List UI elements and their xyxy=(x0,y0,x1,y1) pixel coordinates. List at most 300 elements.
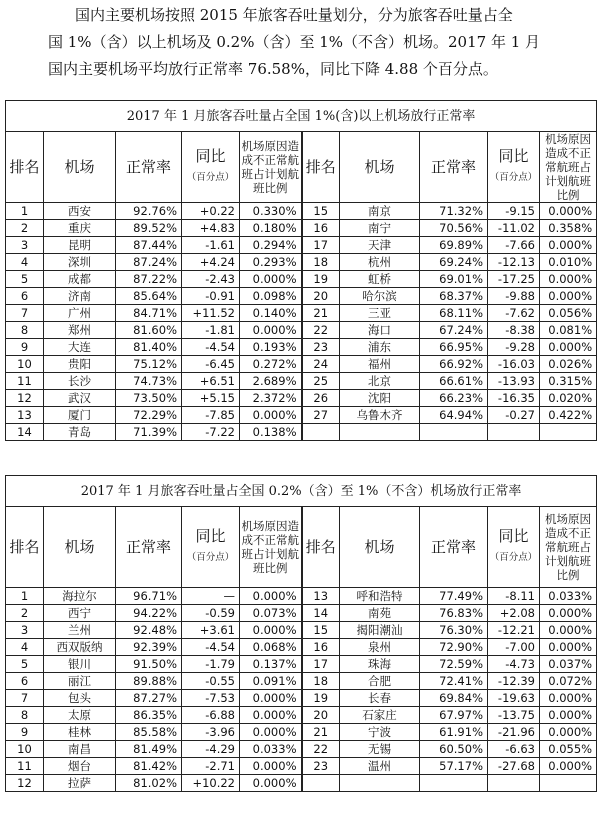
cell-reason: 0.000% xyxy=(540,707,597,724)
cell-airport: 桂林 xyxy=(44,724,116,741)
cell-yoy: -12.21 xyxy=(488,622,540,639)
header-yoy-label: 同比 xyxy=(195,147,226,165)
cell-yoy: -9.28 xyxy=(488,339,540,356)
header-rank: 排名 xyxy=(6,132,44,203)
header-rate: 正常率 xyxy=(420,132,488,203)
cell-rank: 2 xyxy=(6,220,44,237)
cell-airport: 海口 xyxy=(340,322,420,339)
cell-yoy: -13.75 xyxy=(488,707,540,724)
header-yoy-unit: （百分点） xyxy=(489,172,538,183)
cell-reason: 0.000% xyxy=(240,271,302,288)
cell-rate: 73.50% xyxy=(116,390,182,407)
cell-rank: 18 xyxy=(302,673,340,690)
cell-yoy: -4.29 xyxy=(182,741,240,758)
cell-reason: 0.330% xyxy=(240,203,302,220)
cell-airport: 成都 xyxy=(44,271,116,288)
cell-reason: 0.000% xyxy=(240,588,302,605)
cell-reason: 0.033% xyxy=(540,588,597,605)
table-row xyxy=(6,271,597,288)
cell-rank: 8 xyxy=(6,707,44,724)
cell-airport: 大连 xyxy=(44,339,116,356)
cell-yoy: -3.96 xyxy=(182,724,240,741)
cell-rate: 70.56% xyxy=(420,220,488,237)
cell-rate: 66.92% xyxy=(420,356,488,373)
header-rank: 排名 xyxy=(302,507,340,588)
cell-airport: 武汉 xyxy=(44,390,116,407)
cell-empty xyxy=(420,775,488,792)
cell-yoy: -19.63 xyxy=(488,690,540,707)
cell-yoy: -7.22 xyxy=(182,424,240,441)
cell-reason: 0.000% xyxy=(540,271,597,288)
cell-yoy: -1.61 xyxy=(182,237,240,254)
cell-yoy: -27.68 xyxy=(488,758,540,775)
cell-empty xyxy=(540,424,597,441)
cell-airport: 西宁 xyxy=(44,605,116,622)
cell-reason: 0.294% xyxy=(240,237,302,254)
cell-rate: 68.11% xyxy=(420,305,488,322)
cell-reason: 0.081% xyxy=(540,322,597,339)
cell-yoy: -7.66 xyxy=(488,237,540,254)
table-row xyxy=(6,322,597,339)
cell-rate: 68.37% xyxy=(420,288,488,305)
cell-rank: 17 xyxy=(302,656,340,673)
cell-rank: 15 xyxy=(302,203,340,220)
cell-reason: 0.000% xyxy=(540,339,597,356)
table-row xyxy=(6,237,597,254)
cell-reason: 0.000% xyxy=(540,758,597,775)
cell-rate: 69.01% xyxy=(420,271,488,288)
cell-yoy: -8.11 xyxy=(488,588,540,605)
cell-reason: 0.315% xyxy=(540,373,597,390)
cell-rank: 5 xyxy=(6,656,44,673)
cell-rank: 23 xyxy=(302,758,340,775)
cell-reason: 2.372% xyxy=(240,390,302,407)
cell-rank: 18 xyxy=(302,254,340,271)
intro-line-3: 国内主要机场平均放行正常率 76.58%，同比下降 4.88 个百分点。 xyxy=(48,60,498,78)
cell-rank: 14 xyxy=(6,424,44,441)
cell-yoy: +3.61 xyxy=(182,622,240,639)
header-rate: 正常率 xyxy=(116,132,182,203)
cell-rate: 91.50% xyxy=(116,656,182,673)
cell-rank: 1 xyxy=(6,588,44,605)
cell-yoy: +4.24 xyxy=(182,254,240,271)
cell-yoy: +0.22 xyxy=(182,203,240,220)
cell-rate: 96.71% xyxy=(116,588,182,605)
table-row xyxy=(6,656,597,673)
cell-rate: 87.27% xyxy=(116,690,182,707)
cell-rank: 13 xyxy=(302,588,340,605)
cell-empty xyxy=(540,775,597,792)
cell-airport: 丽江 xyxy=(44,673,116,690)
cell-airport: 天津 xyxy=(340,237,420,254)
header-rate: 正常率 xyxy=(420,507,488,588)
cell-airport: 郑州 xyxy=(44,322,116,339)
header-airport: 机场 xyxy=(340,132,420,203)
cell-rank: 14 xyxy=(302,605,340,622)
cell-rate: 81.60% xyxy=(116,322,182,339)
cell-rate: 84.71% xyxy=(116,305,182,322)
header-yoy xyxy=(182,507,240,588)
header-rate: 正常率 xyxy=(116,507,182,588)
cell-reason: 0.091% xyxy=(240,673,302,690)
cell-airport: 南昌 xyxy=(44,741,116,758)
header-yoy-label: 同比 xyxy=(498,147,529,165)
header-reason: 机场原因造成不正常航班占计划航班比例 xyxy=(240,507,302,588)
cell-yoy: -6.45 xyxy=(182,356,240,373)
cell-reason: 0.000% xyxy=(240,724,302,741)
cell-rate: 94.22% xyxy=(116,605,182,622)
cell-rate: 81.02% xyxy=(116,775,182,792)
table-row xyxy=(6,588,597,605)
cell-reason: 0.000% xyxy=(540,203,597,220)
cell-rank: 11 xyxy=(6,373,44,390)
table-row xyxy=(6,707,597,724)
header-yoy xyxy=(488,507,540,588)
cell-rank: 20 xyxy=(302,288,340,305)
cell-rank: 10 xyxy=(6,741,44,758)
cell-empty xyxy=(420,424,488,441)
cell-reason: 0.000% xyxy=(240,758,302,775)
cell-yoy: -4.73 xyxy=(488,656,540,673)
cell-empty xyxy=(340,775,420,792)
cell-rate: 66.23% xyxy=(420,390,488,407)
cell-yoy: +11.52 xyxy=(182,305,240,322)
cell-rank: 4 xyxy=(6,254,44,271)
header-yoy-unit: （百分点） xyxy=(186,552,235,563)
cell-airport: 兰州 xyxy=(44,622,116,639)
cell-rank: 3 xyxy=(6,622,44,639)
cell-yoy: +10.22 xyxy=(182,775,240,792)
table-title: 2017 年 1 月旅客吞吐量占全国 0.2%（含）至 1%（不含）机场放行正常率 xyxy=(6,476,597,507)
table-row xyxy=(6,639,597,656)
cell-rate: 61.91% xyxy=(420,724,488,741)
cell-yoy: -7.53 xyxy=(182,690,240,707)
cell-reason: 0.010% xyxy=(540,254,597,271)
table-row xyxy=(6,390,597,407)
cell-airport: 西双版纳 xyxy=(44,639,116,656)
table-row xyxy=(6,254,597,271)
cell-rate: 89.52% xyxy=(116,220,182,237)
table-row xyxy=(6,407,597,424)
header-rank: 排名 xyxy=(6,507,44,588)
cell-rank: 12 xyxy=(6,775,44,792)
cell-rank: 16 xyxy=(302,220,340,237)
cell-rank: 11 xyxy=(6,758,44,775)
cell-empty xyxy=(302,424,340,441)
cell-rank: 2 xyxy=(6,605,44,622)
cell-yoy: -0.55 xyxy=(182,673,240,690)
cell-rate: 81.40% xyxy=(116,339,182,356)
header-reason: 机场原因造成不正常航班占计划航班比例 xyxy=(540,507,597,588)
table-row xyxy=(6,605,597,622)
cell-rate: 92.76% xyxy=(116,203,182,220)
table-row xyxy=(6,673,597,690)
cell-airport: 三亚 xyxy=(340,305,420,322)
cell-airport: 深圳 xyxy=(44,254,116,271)
cell-rank: 21 xyxy=(302,724,340,741)
cell-reason: 0.000% xyxy=(540,724,597,741)
cell-reason: 0.020% xyxy=(540,390,597,407)
cell-yoy: -16.35 xyxy=(488,390,540,407)
table-row xyxy=(6,424,597,441)
cell-rank: 24 xyxy=(302,356,340,373)
cell-rank: 19 xyxy=(302,690,340,707)
header-yoy xyxy=(182,132,240,203)
cell-yoy: -21.96 xyxy=(488,724,540,741)
header-yoy-label: 同比 xyxy=(195,527,226,545)
cell-reason: 0.000% xyxy=(540,690,597,707)
cell-reason: 0.358% xyxy=(540,220,597,237)
cell-airport: 贵阳 xyxy=(44,356,116,373)
cell-rate: 69.24% xyxy=(420,254,488,271)
cell-rate: 92.48% xyxy=(116,622,182,639)
cell-yoy: -9.15 xyxy=(488,203,540,220)
cell-rank: 9 xyxy=(6,724,44,741)
cell-yoy: +6.51 xyxy=(182,373,240,390)
cell-rate: 71.39% xyxy=(116,424,182,441)
table-row xyxy=(6,339,597,356)
cell-airport: 哈尔滨 xyxy=(340,288,420,305)
cell-yoy: -7.62 xyxy=(488,305,540,322)
table-row xyxy=(6,622,597,639)
cell-airport: 沈阳 xyxy=(340,390,420,407)
table-row xyxy=(6,741,597,758)
header-reason: 机场原因造成不正常航班占计划航班比例 xyxy=(540,132,597,203)
cell-airport: 西安 xyxy=(44,203,116,220)
cell-airport: 南苑 xyxy=(340,605,420,622)
cell-rate: 74.73% xyxy=(116,373,182,390)
cell-rank: 15 xyxy=(302,622,340,639)
table-row xyxy=(6,724,597,741)
cell-yoy: -0.59 xyxy=(182,605,240,622)
cell-airport: 乌鲁木齐 xyxy=(340,407,420,424)
cell-yoy: -1.81 xyxy=(182,322,240,339)
cell-reason: 0.056% xyxy=(540,305,597,322)
cell-reason: 0.293% xyxy=(240,254,302,271)
cell-rate: 76.30% xyxy=(420,622,488,639)
intro-line-1: 国内主要机场按照 2015 年旅客吞吐量划分，分为旅客吞吐量占全 xyxy=(75,6,513,24)
cell-airport: 银川 xyxy=(44,656,116,673)
cell-airport: 石家庄 xyxy=(340,707,420,724)
cell-yoy: -9.88 xyxy=(488,288,540,305)
cell-airport: 包头 xyxy=(44,690,116,707)
cell-reason: 0.098% xyxy=(240,288,302,305)
table-medium-airports xyxy=(5,475,597,792)
cell-rank: 13 xyxy=(6,407,44,424)
cell-rate: 85.58% xyxy=(116,724,182,741)
cell-airport: 珠海 xyxy=(340,656,420,673)
cell-airport: 广州 xyxy=(44,305,116,322)
cell-airport: 无锡 xyxy=(340,741,420,758)
cell-yoy: -17.25 xyxy=(488,271,540,288)
cell-yoy: +5.15 xyxy=(182,390,240,407)
cell-rate: 87.44% xyxy=(116,237,182,254)
table-row xyxy=(6,203,597,220)
cell-rate: 64.94% xyxy=(420,407,488,424)
cell-airport: 南宁 xyxy=(340,220,420,237)
cell-empty xyxy=(302,775,340,792)
cell-rate: 92.39% xyxy=(116,639,182,656)
table-row xyxy=(6,775,597,792)
table-row xyxy=(6,305,597,322)
cell-airport: 长春 xyxy=(340,690,420,707)
cell-yoy: -7.00 xyxy=(488,639,540,656)
cell-rank: 25 xyxy=(302,373,340,390)
cell-rank: 10 xyxy=(6,356,44,373)
cell-reason: 0.068% xyxy=(240,639,302,656)
cell-reason: 0.000% xyxy=(240,407,302,424)
cell-reason: 0.000% xyxy=(540,605,597,622)
cell-airport: 浦东 xyxy=(340,339,420,356)
cell-airport: 昆明 xyxy=(44,237,116,254)
cell-rate: 67.97% xyxy=(420,707,488,724)
cell-reason: 0.000% xyxy=(540,622,597,639)
cell-yoy: -12.39 xyxy=(488,673,540,690)
cell-airport: 烟台 xyxy=(44,758,116,775)
cell-rank: 26 xyxy=(302,390,340,407)
cell-reason: 0.033% xyxy=(240,741,302,758)
cell-yoy: -0.27 xyxy=(488,407,540,424)
cell-airport: 济南 xyxy=(44,288,116,305)
header-yoy-unit: （百分点） xyxy=(489,552,538,563)
cell-airport: 北京 xyxy=(340,373,420,390)
cell-empty xyxy=(488,424,540,441)
cell-yoy: — xyxy=(182,588,240,605)
cell-rate: 57.17% xyxy=(420,758,488,775)
cell-rank: 16 xyxy=(302,639,340,656)
cell-reason: 0.000% xyxy=(540,237,597,254)
cell-airport: 虹桥 xyxy=(340,271,420,288)
table-large-airports xyxy=(5,100,597,441)
header-yoy xyxy=(488,132,540,203)
table-row xyxy=(6,356,597,373)
cell-rate: 69.89% xyxy=(420,237,488,254)
cell-reason: 0.000% xyxy=(240,707,302,724)
cell-airport: 海拉尔 xyxy=(44,588,116,605)
cell-yoy: -6.88 xyxy=(182,707,240,724)
cell-yoy: -4.54 xyxy=(182,639,240,656)
cell-rank: 6 xyxy=(6,673,44,690)
cell-rank: 6 xyxy=(6,288,44,305)
cell-rate: 71.32% xyxy=(420,203,488,220)
cell-reason: 0.055% xyxy=(540,741,597,758)
table-row xyxy=(6,220,597,237)
cell-yoy: -6.63 xyxy=(488,741,540,758)
cell-rank: 20 xyxy=(302,707,340,724)
cell-rank: 8 xyxy=(6,322,44,339)
cell-reason: 0.137% xyxy=(240,656,302,673)
cell-reason: 0.422% xyxy=(540,407,597,424)
cell-reason: 0.000% xyxy=(240,690,302,707)
cell-empty xyxy=(488,775,540,792)
cell-airport: 青岛 xyxy=(44,424,116,441)
cell-airport: 重庆 xyxy=(44,220,116,237)
cell-rate: 69.84% xyxy=(420,690,488,707)
cell-yoy: -0.91 xyxy=(182,288,240,305)
cell-yoy: -12.13 xyxy=(488,254,540,271)
cell-rank: 7 xyxy=(6,690,44,707)
cell-reason: 0.072% xyxy=(540,673,597,690)
cell-rate: 87.24% xyxy=(116,254,182,271)
cell-yoy: -11.02 xyxy=(488,220,540,237)
cell-reason: 0.037% xyxy=(540,656,597,673)
header-airport: 机场 xyxy=(44,132,116,203)
cell-airport: 泉州 xyxy=(340,639,420,656)
header-reason: 机场原因造成不正常航班占计划航班比例 xyxy=(240,132,302,203)
cell-rate: 81.42% xyxy=(116,758,182,775)
cell-rate: 77.49% xyxy=(420,588,488,605)
header-yoy-unit: （百分点） xyxy=(186,172,235,183)
cell-rate: 60.50% xyxy=(420,741,488,758)
cell-empty xyxy=(340,424,420,441)
cell-reason: 0.000% xyxy=(240,775,302,792)
cell-rate: 66.95% xyxy=(420,339,488,356)
cell-airport: 宁波 xyxy=(340,724,420,741)
cell-rate: 67.24% xyxy=(420,322,488,339)
table-title: 2017 年 1 月旅客吞吐量占全国 1%(含)以上机场放行正常率 xyxy=(6,101,597,132)
cell-rate: 75.12% xyxy=(116,356,182,373)
cell-airport: 厦门 xyxy=(44,407,116,424)
cell-yoy: -8.38 xyxy=(488,322,540,339)
table-row xyxy=(6,288,597,305)
cell-airport: 拉萨 xyxy=(44,775,116,792)
cell-airport: 太原 xyxy=(44,707,116,724)
cell-rank: 19 xyxy=(302,271,340,288)
header-rank: 排名 xyxy=(302,132,340,203)
cell-rank: 23 xyxy=(302,339,340,356)
cell-reason: 0.073% xyxy=(240,605,302,622)
cell-reason: 0.000% xyxy=(540,639,597,656)
cell-rate: 72.41% xyxy=(420,673,488,690)
cell-yoy: -4.54 xyxy=(182,339,240,356)
cell-rate: 87.22% xyxy=(116,271,182,288)
cell-yoy: -16.03 xyxy=(488,356,540,373)
cell-yoy: -1.79 xyxy=(182,656,240,673)
cell-rate: 72.90% xyxy=(420,639,488,656)
cell-rate: 76.83% xyxy=(420,605,488,622)
cell-airport: 温州 xyxy=(340,758,420,775)
cell-rank: 7 xyxy=(6,305,44,322)
cell-reason: 2.689% xyxy=(240,373,302,390)
cell-rank: 3 xyxy=(6,237,44,254)
header-airport: 机场 xyxy=(340,507,420,588)
table-row xyxy=(6,758,597,775)
cell-reason: 0.138% xyxy=(240,424,302,441)
cell-reason: 0.180% xyxy=(240,220,302,237)
cell-rank: 21 xyxy=(302,305,340,322)
cell-yoy: -2.43 xyxy=(182,271,240,288)
cell-rank: 27 xyxy=(302,407,340,424)
cell-rate: 72.29% xyxy=(116,407,182,424)
cell-rank: 22 xyxy=(302,741,340,758)
cell-yoy: -2.71 xyxy=(182,758,240,775)
table-row xyxy=(6,690,597,707)
cell-rank: 12 xyxy=(6,390,44,407)
header-airport: 机场 xyxy=(44,507,116,588)
cell-reason: 0.000% xyxy=(240,622,302,639)
cell-airport: 合肥 xyxy=(340,673,420,690)
cell-rank: 17 xyxy=(302,237,340,254)
cell-reason: 0.272% xyxy=(240,356,302,373)
cell-yoy: +2.08 xyxy=(488,605,540,622)
cell-airport: 福州 xyxy=(340,356,420,373)
cell-yoy: -13.93 xyxy=(488,373,540,390)
cell-reason: 0.000% xyxy=(540,288,597,305)
cell-rank: 9 xyxy=(6,339,44,356)
header-yoy-label: 同比 xyxy=(498,527,529,545)
cell-airport: 呼和浩特 xyxy=(340,588,420,605)
cell-rank: 1 xyxy=(6,203,44,220)
